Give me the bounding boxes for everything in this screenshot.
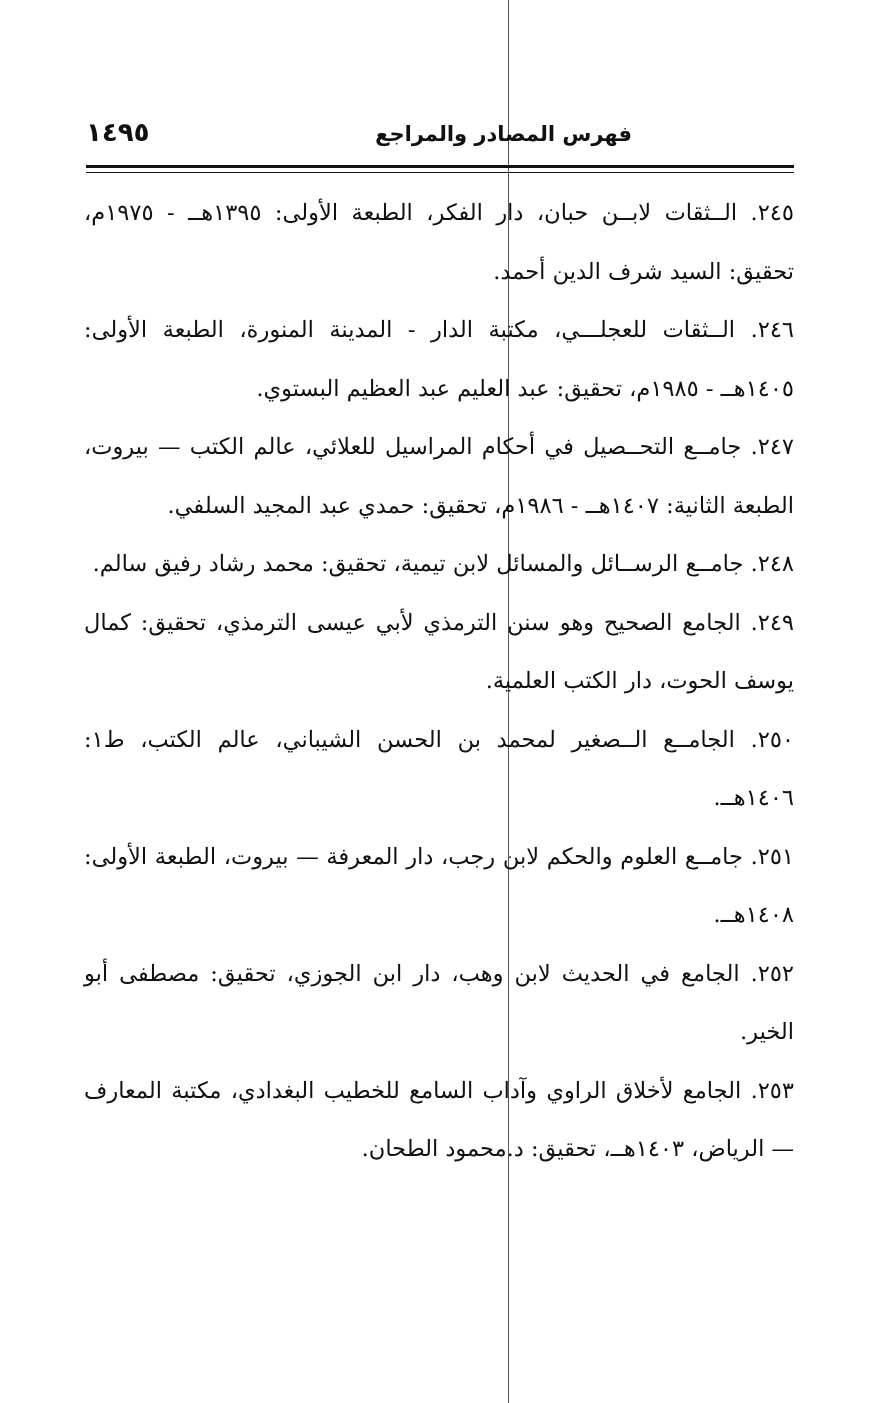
bibliography-entry-245: ٢٤٥. الــثقات لابــن حبان، دار الفكر، الطبعة الأولى: ١٣٩٥هــ - ١٩٧٥م، تحقيق: السيد شرف الدين أحمد.: [84, 200, 794, 285]
entry-number: ٢٥١: [757, 843, 794, 870]
entry-text: الجامع الصحيح وهو سنن الترمذي لأبي عيسى الترمذي، تحقيق: كمال يوسف الحوت، دار الكتب العلمية.: [84, 609, 794, 694]
entry-text: جامــع العلوم والحكم لابن رجب، دار المعرفة — بيروت، الطبعة الأولى: ١٤٠٨هــ.: [84, 843, 794, 928]
bibliography-entry-249: ٢٤٩. الجامع الصحيح وهو سنن الترمذي لأبي عيسى الترمذي، تحقيق: كمال يوسف الحوت، دار الكتب العلمية.: [84, 609, 795, 694]
page-number: ١٤٩٥: [86, 118, 150, 148]
page-header: [86, 116, 792, 156]
entry-number: ٢٤٦: [757, 317, 794, 343]
entry-number: ٢٥٣: [757, 1077, 794, 1104]
bibliography-entry-253: ٢٥٣. الجامع لأخلاق الراوي وآداب السامع للخطيب البغدادي، مكتبة المعارف — الرياض، ١٤٠٣هــ، تحقيق: د.محمود الطحان.: [84, 1077, 794, 1162]
bibliography-entry-251: ٢٥١. جامــع العلوم والحكم لابن رجب، دار المعرفة — بيروت، الطبعة الأولى: ١٤٠٨هــ.: [84, 843, 794, 928]
entry-text: جامــع الرســائل والمسائل لابن تيمية، تحقيق: محمد رشاد رفيق سالم.: [92, 551, 744, 577]
entry-number: ٢٤٨: [757, 551, 794, 577]
entry-text: الــثقات للعجلـــي، مكتبة الدار - المدينة المنورة، الطبعة الأولى: ١٤٠٥هــ - ١٩٨٥م، تحقيق: عبد العليم عبد العظيم البستوي.: [84, 317, 794, 402]
running-title: فهرس المصادر والمراجع: [375, 122, 632, 146]
entry-number: ٢٤٥: [757, 200, 794, 226]
entry-number: ٢٤٩: [757, 609, 795, 636]
entry-text: جامــع التحــصيل في أحكام المراسيل للعلائي، عالم الكتب — بيروت، الطبعة الثانية: ١٤٠٧هــ - ١٩٨٦م، تحقيق: حمدي عبد المجيد السلفي.: [84, 434, 794, 519]
bibliography-entry-252: ٢٥٢. الجامع في الحديث لابن وهب، دار ابن الجوزي، تحقيق: مصطفى أبو الخير.: [84, 960, 795, 1045]
entry-text: الجامــع الــصغير لمحمد بن الحسن الشيباني، عالم الكتب، ط١: ١٤٠٦هــ.: [84, 726, 794, 811]
entry-number: ٢٥٠: [757, 726, 795, 753]
entry-text: الــثقات لابــن حبان، دار الفكر، الطبعة الأولى: ١٣٩٥هــ - ١٩٧٥م، تحقيق: السيد شرف الدين أحمد.: [84, 200, 794, 285]
entry-number: ٢٤٧: [757, 434, 794, 460]
bibliography-list: [84, 184, 794, 1179]
entry-text: الجامع في الحديث لابن وهب، دار ابن الجوزي، تحقيق: مصطفى أبو الخير.: [84, 960, 794, 1045]
bibliography-entry-250: ٢٥٠. الجامــع الــصغير لمحمد بن الحسن الشيباني، عالم الكتب، ط١: ١٤٠٦هــ.: [84, 726, 795, 811]
entry-text: الجامع لأخلاق الراوي وآداب السامع للخطيب البغدادي، مكتبة المعارف — الرياض، ١٤٠٣هــ، تحقيق: د.محمود الطحان.: [84, 1077, 794, 1162]
bibliography-entry-246: ٢٤٦. الــثقات للعجلـــي، مكتبة الدار - المدينة المنورة، الطبعة الأولى: ١٤٠٥هــ - ١٩٨٥م، تحقيق: عبد العليم عبد العظيم البستوي.: [84, 317, 794, 402]
entry-number: ٢٥٢: [757, 960, 795, 987]
header-rule-thick: [86, 165, 794, 168]
header-rule-thin: [86, 172, 794, 173]
bibliography-entry-247: ٢٤٧. جامــع التحــصيل في أحكام المراسيل للعلائي، عالم الكتب — بيروت، الطبعة الثانية: ١٤٠٧هــ - ١٩٨٦م، تحقيق: حمدي عبد المجيد السلفي.: [84, 434, 794, 519]
bibliography-entry-248: ٢٤٨. جامــع الرســائل والمسائل لابن تيمية، تحقيق: محمد رشاد رفيق سالم.: [92, 551, 794, 577]
